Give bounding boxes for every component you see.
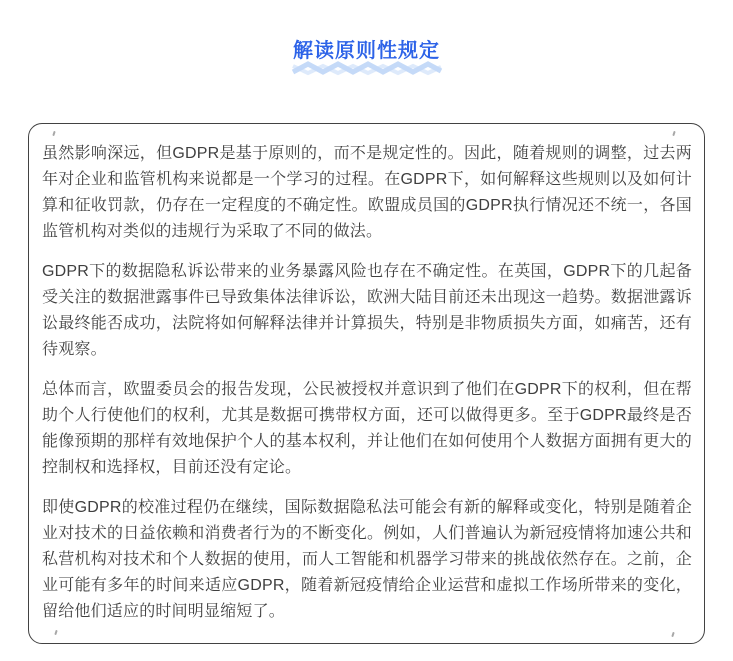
wave-underline-icon: [291, 60, 443, 78]
corner-tick-icon: [671, 632, 674, 637]
paragraph: 即使GDPR的校准过程仍在继续，国际数据隐私法可能会有新的解释或变化，特别是随着企业对技术的日益依赖和消费者行为的不断变化。例如，人们普遍认为新冠疫情将加速公共和私营机构对技术和个人数据的使用，而人工智能和机器学习带来的挑战依然存在。之前，企业可能有多年的时间来适应GDPR，随着新冠疫情给企业运营和虚拟工作场所带来的变化，留给他们适应的时间明显缩短了。: [42, 499, 692, 620]
article-card: [28, 123, 705, 644]
corner-tick-icon: [54, 630, 57, 635]
paragraph: 总体而言，欧盟委员会的报告发现，公民被授权并意识到了他们在GDPR下的权利，但在帮助个人行使他们的权利，尤其是数据可携带权方面，还可以做得更多。至于GDPR最终是否能像预期的那样有效地保护个人的基本权利，并让他们在如何使用个人数据方面拥有更大的控制权和选择权，目前还没有定论。: [42, 381, 692, 476]
paragraph: GDPR下的数据隐私诉讼带来的业务暴露风险也存在不确定性。在英国，GDPR下的几起备受关注的数据泄露事件已导致集体法律诉讼，欧洲大陆目前还未出现这一趋势。数据泄露诉讼最终能否成功，法院将如何解释法律并计算损失，特别是非物质损失方面，如痛苦，还有待观察。: [42, 263, 692, 358]
wave-zigzag-svg: [291, 60, 443, 78]
page-header: [0, 0, 733, 63]
page-title: 解读原则性规定: [293, 40, 440, 62]
paragraph: 虽然影响深远，但GDPR是基于原则的，而不是规定性的。因此，随着规则的调整，过去两年对企业和监管机构来说都是一个学习的过程。在GDPR下，如何解释这些规则以及如何计算和征收罚款，仍存在一定程度的不确定性。欧盟成员国的GDPR执行情况还不统一，各国监管机构对类似的违规行为采取了不同的做法。: [42, 145, 692, 240]
article-body: [29, 124, 704, 625]
